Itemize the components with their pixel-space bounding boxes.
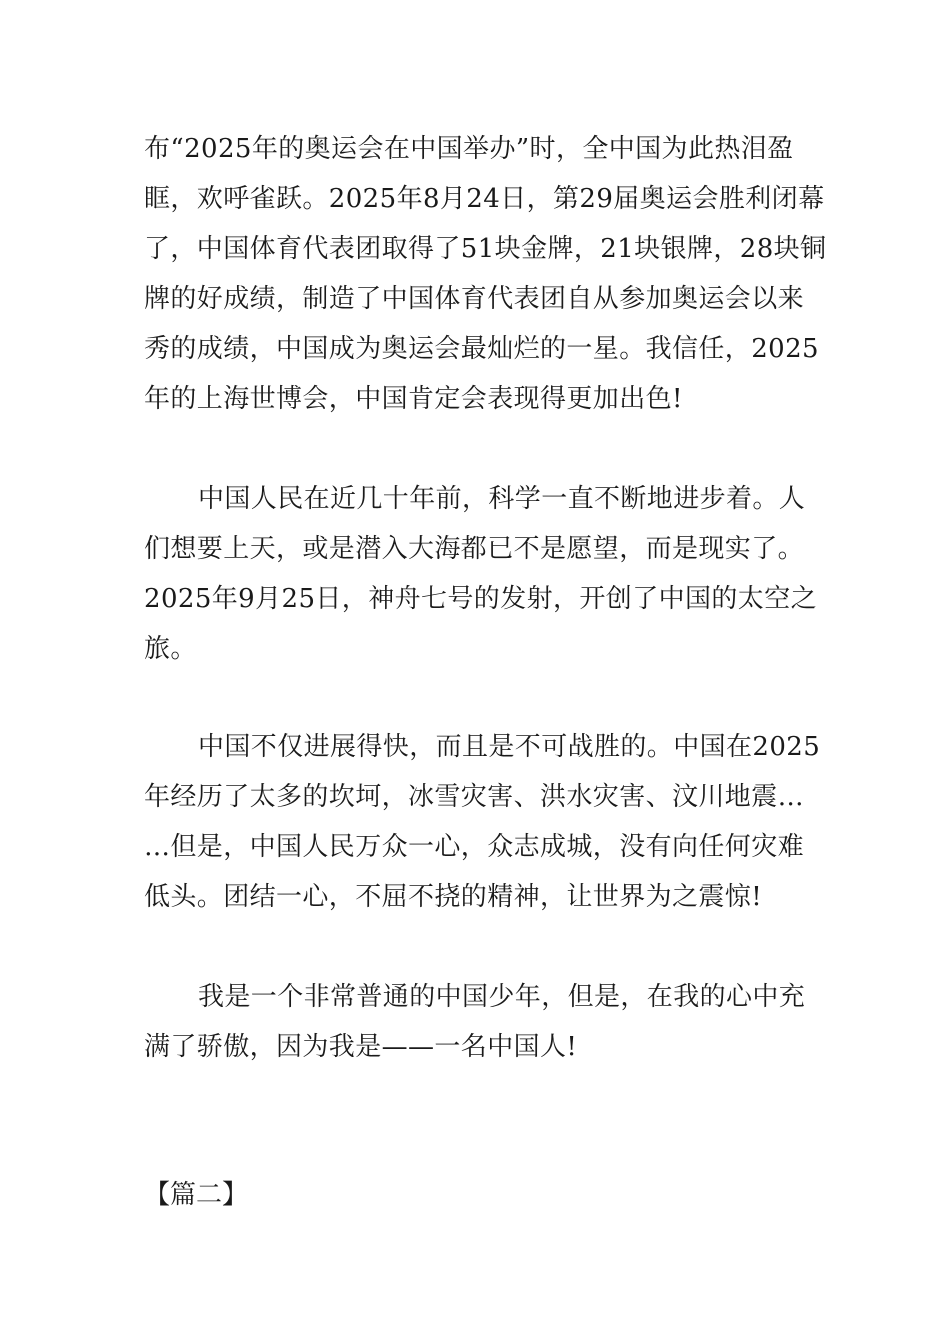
- paragraph-line: 低头。团结一心，不屈不挠的精神，让世界为之震惊!: [144, 882, 763, 912]
- paragraph-olympics: [144, 124, 834, 424]
- paragraph-resilience: [144, 722, 834, 922]
- paragraph-line: 年经历了太多的坎坷，冰雪灾害、洪水灾害、汶川地震…: [144, 782, 805, 812]
- paragraph-line: 眶，欢呼雀跃。2025年8月24日，第29届奥运会胜利闭幕: [144, 184, 825, 214]
- paragraph-line: 旅。: [144, 634, 197, 664]
- paragraph-science: [144, 474, 834, 674]
- paragraph-line: 秀的成绩，中国成为奥运会最灿烂的一星。我信任，2025: [144, 334, 819, 364]
- paragraph-line: 中国人民在近几十年前，科学一直不断地进步着。人: [198, 484, 806, 514]
- section-heading: 【篇二】: [144, 1180, 249, 1210]
- paragraph-line: 中国不仅进展得快，而且是不可战胜的。中国在2025: [198, 732, 821, 762]
- paragraph-line: 了，中国体育代表团取得了51块金牌，21块银牌，28块铜: [144, 234, 827, 264]
- paragraph-line: 我是一个非常普通的中国少年，但是，在我的心中充: [198, 982, 806, 1012]
- paragraph-line: 满了骄傲，因为我是——一名中国人!: [144, 1032, 578, 1062]
- paragraph-line: 年的上海世博会，中国肯定会表现得更加出色!: [144, 384, 683, 414]
- paragraph-line: …但是，中国人民万众一心，众志成城，没有向任何灾难: [144, 832, 805, 862]
- paragraph-line: 们想要上天，或是潜入大海都已不是愿望，而是现实了。: [144, 534, 805, 564]
- paragraph-line: 2025年9月25日，神舟七号的发射，开创了中国的太空之: [144, 584, 817, 614]
- paragraph-line: 布“2025年的奥运会在中国举办”时，全中国为此热泪盈: [144, 134, 794, 164]
- paragraph-line: 牌的好成绩，制造了中国体育代表团自从参加奥运会以来: [144, 284, 805, 314]
- paragraph-pride: [144, 972, 834, 1072]
